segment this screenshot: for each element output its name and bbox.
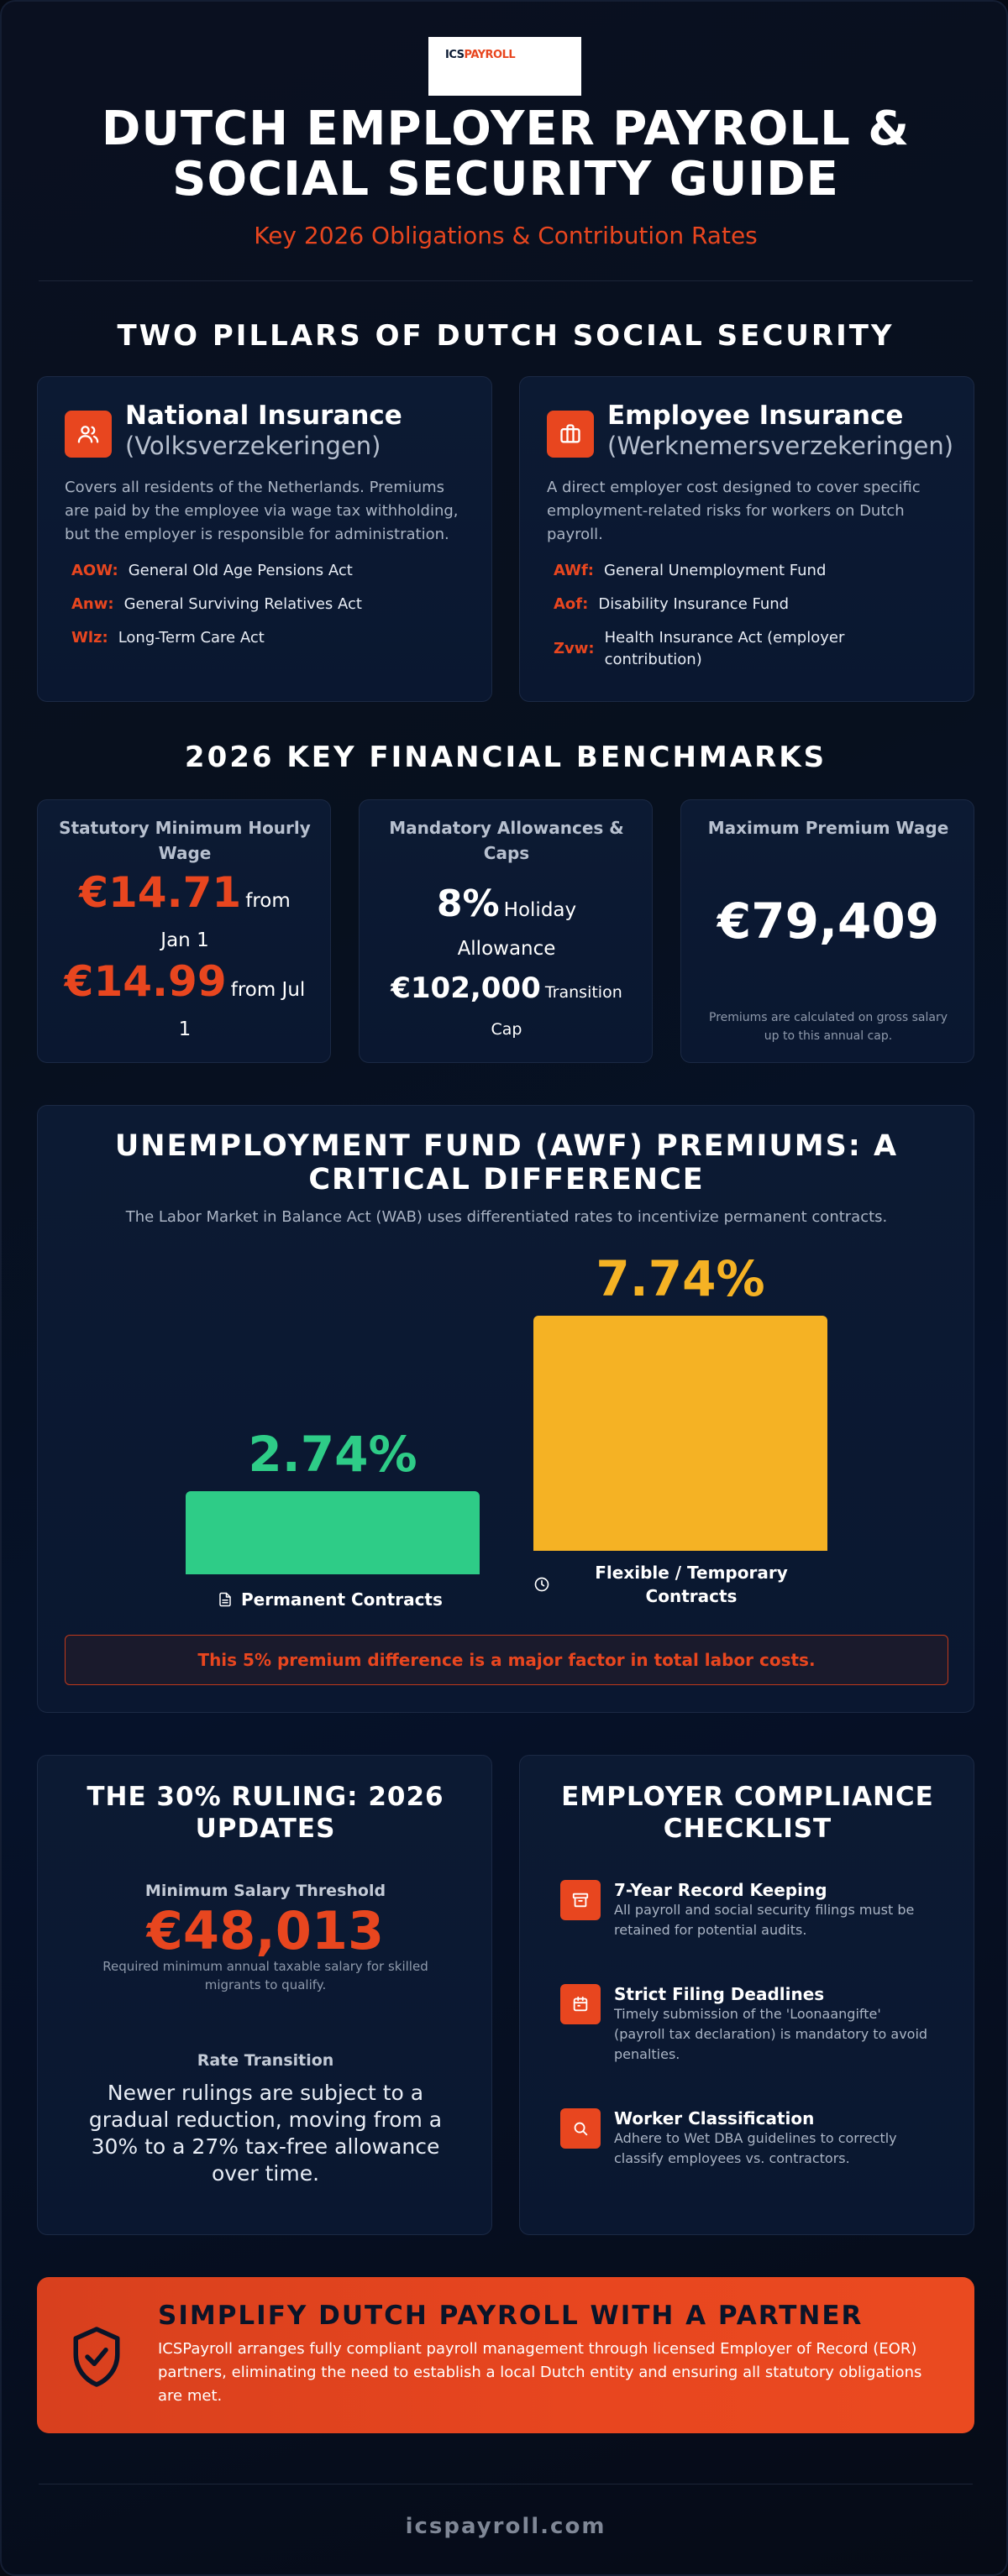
minimum-wage-card [37,799,331,1063]
employee-insurance-description: A direct employer cost designed to cover specific employment-related risks for workers on Dutch payroll. [547,479,921,543]
holiday-allowance-label: Allowance [457,938,556,960]
list-item: Anw: General Surviving Relatives Act [71,595,362,613]
clock-icon [533,1576,550,1593]
footer-url[interactable]: icspayroll.com [405,2514,606,2539]
employee-insurance-title: Employee Insurance [607,401,904,431]
checklist-card [519,1755,974,2235]
minimum-wage-jan: €14.71 from [79,868,291,917]
bar-permanent [186,1491,480,1574]
logo [428,37,581,96]
max-premium-value: €79,409 [717,893,940,950]
transition-cap-label: Cap [491,1020,522,1039]
awf-card [37,1105,974,1713]
checklist-item-title: Worker Classification [614,2108,815,2128]
bar-label: Flexible / Temporary Contracts [595,1563,788,1606]
holiday-allowance: 8% Holiday [436,882,577,925]
checklist-item-title: Strict Filing Deadlines [614,1984,825,2004]
checklist-item [560,1984,955,2065]
checklist-item [560,2108,955,2169]
list-item: AOW: General Old Age Pensions Act [71,562,353,579]
logo-wordmark: ICSPAYROLL [445,49,516,61]
users-icon [65,411,112,458]
bar-value-label: 2.74% [248,1426,417,1483]
employee-insurance-subtitle: (Werknemersverzekeringen) [607,432,954,460]
divider [39,280,973,281]
minimum-wage-label: Statutory Minimum Hourly Wage [59,818,311,863]
max-premium-note: Premiums are calculated on gross salary up to this annual cap. [709,1011,948,1043]
benchmarks-title: 2026 KEY FINANCIAL BENCHMARKS [184,741,827,774]
minimum-wage-jul-date: 1 [178,1018,192,1040]
max-premium-card [680,799,974,1063]
national-insurance-subtitle: (Volksverzekeringen) [125,432,381,460]
minimum-wage-jan-date: Jan 1 [160,929,209,951]
checklist-title: EMPLOYER COMPLIANCE CHECKLIST [561,1782,934,1844]
threshold-label: Minimum Salary Threshold [144,1882,386,1900]
allowances-label: Mandatory Allowances & Caps [389,818,624,863]
partner-description: ICSPayroll arranges fully compliant payroll management through licensed Employer of Record (EOR) partners, eliminating the need to establish a local Dutch entity and ensuring all statutory obligations are met. [158,2340,922,2405]
awf-callout: This 5% premium difference is a major factor in total labor costs. [65,1635,948,1685]
bar-flexible [533,1316,827,1551]
calendar-icon [560,1984,601,2024]
bar-value-label: 7.74% [596,1250,765,1307]
transition-cap: €102,000 Transition [391,971,622,1005]
partner-banner [37,2277,974,2433]
national-insurance-description: Covers all residents of the Netherlands. Premiums are paid by the employee via wage tax withholding, but the employer is responsible for administration. [65,479,459,543]
list-item: AWf: General Unemployment Fund [554,562,827,579]
employee-insurance-card [519,376,974,702]
threshold-note: Required minimum annual taxable salary for skilled migrants to qualify. [102,1959,428,1992]
checklist-item [560,1880,955,1940]
national-acts-list [71,560,475,649]
ruling-title: THE 30% RULING: 2026 UPDATES [87,1782,444,1844]
ruling-card [37,1755,492,2235]
rate-transition-text: Newer rulings are subject to a gradual reduction, moving from a 30% to a 27% tax-free allowance over time. [88,2081,443,2186]
search-icon [560,2108,601,2149]
shield-check-icon [69,2324,124,2393]
allowances-card [359,799,653,1063]
page-title: DUTCH EMPLOYER PAYROLL & SOCIAL SECURITY GUIDE [101,102,911,207]
document-icon [218,1591,233,1608]
archive-icon [560,1880,601,1920]
briefcase-icon [547,411,594,458]
bar-label: Permanent Contracts [241,1589,443,1610]
national-insurance-card [37,376,492,702]
checklist-item-desc: All payroll and social security filings must be retained for potential audits. [614,1902,915,1938]
max-premium-label: Maximum Premium Wage [707,818,949,838]
pillars-title: TWO PILLARS OF DUTCH SOCIAL SECURITY [117,319,895,353]
threshold-value: €48,013 [146,1900,385,1961]
page-subtitle: Key 2026 Obligations & Contribution Rates [254,222,758,249]
checklist-item-title: 7-Year Record Keeping [614,1880,827,1900]
national-insurance-title: National Insurance [125,401,402,431]
checklist-item-desc: Timely submission of the 'Loonaangifte' (payroll tax declaration) is mandatory to avoid penalties. [614,2006,928,2062]
minimum-wage-jul: €14.99 from Jul [64,957,306,1006]
awf-title: UNEMPLOYMENT FUND (AWF) PREMIUMS: A CRITICAL DIFFERENCE [114,1129,899,1196]
list-item: Aof: Disability Insurance Fund [554,595,790,613]
rate-transition-label: Rate Transition [197,2051,334,2070]
list-item: Wlz: Long-Term Care Act [71,629,265,647]
permanent-contracts-label [218,1588,486,1611]
flexible-contracts-label [533,1561,844,1608]
awf-subtitle: The Labor Market in Balance Act (WAB) uses differentiated rates to incentivize permanent contracts. [125,1208,888,1226]
checklist-item-desc: Adhere to Wet DBA guidelines to correctly classify employees vs. contractors. [614,2130,897,2166]
employee-acts-list [554,560,948,671]
partner-title: SIMPLIFY DUTCH PAYROLL WITH A PARTNER [158,2301,864,2331]
list-item: Zvw: Health Insurance Act (employer contribution) [554,629,845,668]
